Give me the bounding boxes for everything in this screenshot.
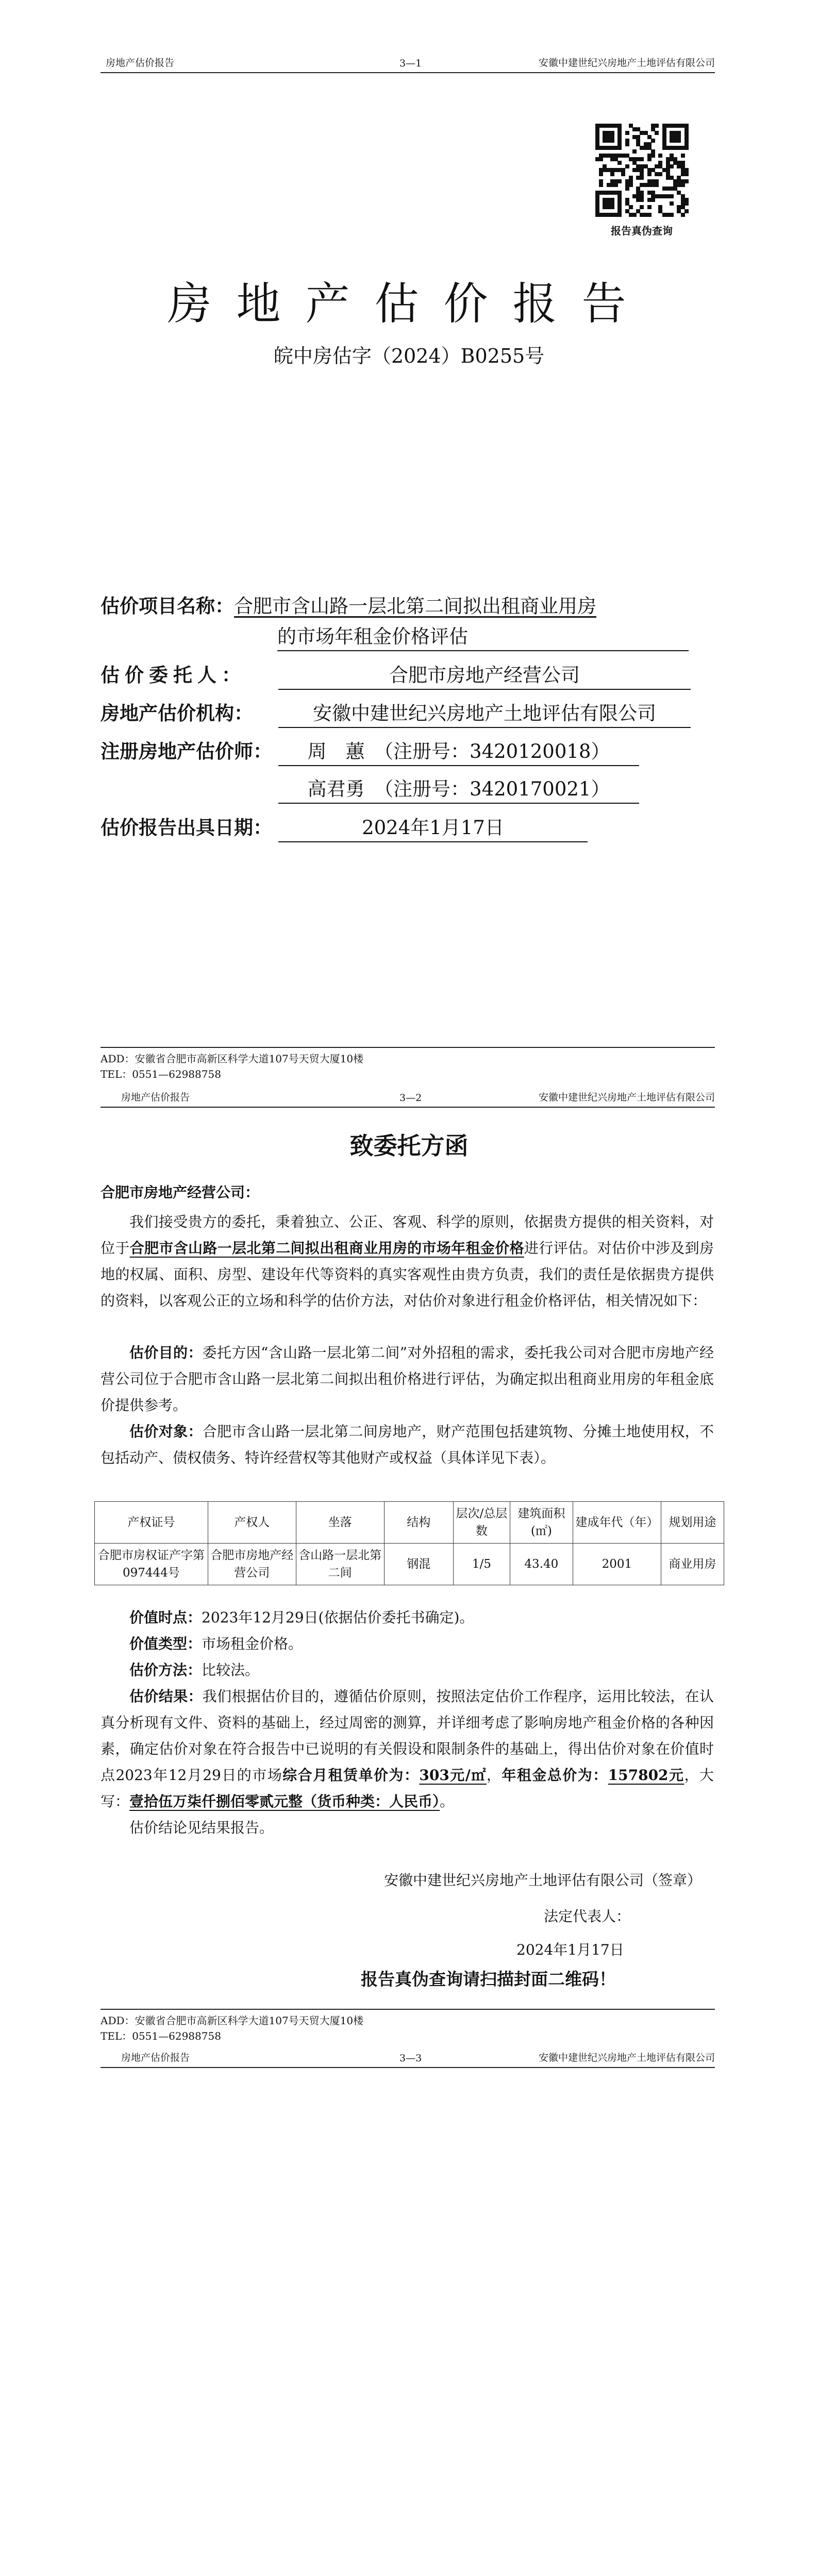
- header-right: 安徽中建世纪兴房地产土地评估有限公司: [538, 2052, 715, 2063]
- appraiser-label: 注册房地产估价师：: [101, 740, 272, 762]
- table-cell: 含山路一层北第二间: [296, 1544, 384, 1585]
- project-name-line1: 合肥市含山路一层北第二间拟出租商业用房: [234, 595, 596, 617]
- table-header-cell: 层次/总层数: [453, 1502, 510, 1544]
- report-title: 房地产估价报告: [167, 278, 651, 330]
- amount-in-words: 壹拾伍万柒仟捌佰零贰元整（货币种类：人民币）: [129, 1793, 440, 1810]
- document-number: 皖中房估字（2024）B0255号: [273, 345, 545, 367]
- appraiser-row: [101, 738, 639, 766]
- footer-tel: TEL：0551—62988758: [101, 1068, 221, 1080]
- appraiser-row-2: [278, 776, 639, 804]
- agency-value: 安徽中建世纪兴房地产土地评估有限公司: [278, 700, 691, 728]
- letter-page: [0, 1084, 818, 2158]
- value-date-line: 价值时点：2023年12月29日(依据估价委托书确定)。: [129, 1609, 474, 1626]
- page-header: [101, 1084, 715, 1108]
- property-table: [94, 1501, 724, 1585]
- client-row: [101, 662, 691, 690]
- legal-representative: 法定代表人：: [544, 1908, 631, 1925]
- table-row: [95, 1544, 724, 1585]
- intro-paragraph: 我们接受贵方的委托，秉着独立、公正、客观、科学的原则，依据贵方提供的相关资料，对位于合肥市含山路一层北第二间拟出租商业用房的市场年租金价格进行评估。对估价中涉及到房地的权属、面积、房型、建设年代等资料的真实客观性由贵方负责，我们的责任是依据贵方提供的资料，以客观公正的立场和科学的估价方法，对估价对象进行租金价格评估，相关情况如下：: [101, 1213, 714, 1309]
- purpose-label: 估价目的：: [129, 1344, 203, 1361]
- blank-page: [0, 2044, 818, 2576]
- table-cell: 合肥市房地产经营公司: [208, 1544, 296, 1585]
- unit-price: 303元/㎡: [419, 1767, 487, 1784]
- client-label: 估价委托人：: [101, 664, 246, 686]
- table-cell: 1/5: [453, 1544, 510, 1585]
- table-header-cell: 建筑面积(㎡): [510, 1502, 573, 1544]
- header-page-number: 3—2: [399, 1092, 422, 1104]
- date-value: 2024年1月17日: [278, 815, 588, 842]
- method-line: 估价方法：比较法。: [129, 1662, 260, 1679]
- project-highlight: 合肥市含山路一层北第二间拟出租商业用房的市场年租金价格: [129, 1240, 524, 1257]
- client-value: 合肥市房地产经营公司: [278, 662, 691, 690]
- date-label: 估价报告出具日期：: [101, 816, 272, 839]
- header-page-number: 3—3: [399, 2053, 422, 2064]
- table-header-row: [95, 1502, 724, 1544]
- conclusion-line: 估价结论见结果报告。: [129, 1819, 274, 1836]
- table-cell: 43.40: [510, 1544, 573, 1585]
- project-name-row-2: [277, 623, 689, 651]
- appraiser-2: 高君勇 （注册号：3420170021）: [278, 776, 639, 804]
- authenticity-note: 报告真伪查询请扫描封面二维码！: [361, 1969, 616, 1989]
- date-row: [101, 814, 588, 842]
- project-name-label: 估价项目名称：: [101, 595, 234, 617]
- table-header-cell: 产权人: [208, 1502, 296, 1544]
- appraiser-1: 周 蕙 （注册号：3420120018）: [278, 738, 639, 766]
- agency-label: 房地产估价机构：: [101, 702, 253, 724]
- page-header: [101, 2044, 715, 2068]
- result-label: 估价结果：: [129, 1688, 203, 1705]
- table-header-cell: 建成年代（年）: [573, 1502, 661, 1544]
- table-header-cell: 规划用途: [661, 1502, 724, 1544]
- annual-total: 157802元: [608, 1767, 685, 1784]
- qr-caption: 报告真伪查询: [611, 225, 673, 237]
- table-cell: 钢混: [384, 1544, 453, 1585]
- header-left: 房地产估价报告: [106, 57, 175, 69]
- header-right: 安徽中建世纪兴房地产土地评估有限公司: [538, 57, 715, 69]
- table-cell: 商业用房: [661, 1544, 724, 1585]
- value-date-label: 价值时点：: [129, 1609, 202, 1626]
- purpose-paragraph: 估价目的：委托方因“含山路一层北第二间”对外招租的需求，委托我公司对合肥市房地产经营公司位于合肥市含山路一层北第二间拟出租价格进行评估，为确定拟出租商业用房的年租金底价提供参考。: [101, 1344, 714, 1414]
- value-type-label: 价值类型：: [129, 1635, 202, 1652]
- object-paragraph: 估价对象：合肥市含山路一层北第二间房地产，财产范围包括建筑物、分摊土地使用权，不包括动产、债权债务、特许经营权等其他财产或权益（具体详见下表）。: [101, 1423, 714, 1466]
- header-left: 房地产估价报告: [121, 1092, 190, 1103]
- qr-code[interactable]: [595, 124, 688, 216]
- method-label: 估价方法：: [129, 1662, 202, 1679]
- cover-page: [0, 0, 818, 1080]
- footer-tel: TEL：0551—62988758: [101, 2030, 221, 2042]
- table-cell: 合肥市房权证产字第097444号: [95, 1544, 208, 1585]
- page-header: [101, 48, 715, 73]
- footer-address: ADD：安徽省合肥市高新区科学大道107号天贸大厦10楼: [101, 2014, 364, 2027]
- table-cell: 2001: [573, 1544, 661, 1585]
- project-name-row: [101, 592, 596, 620]
- table-header-cell: 坐落: [296, 1502, 384, 1544]
- footer-address: ADD：安徽省合肥市高新区科学大道107号天贸大厦10楼: [101, 1053, 364, 1065]
- project-name-line2: 的市场年租金价格评估: [277, 623, 689, 651]
- letter-title: 致委托方函: [349, 1132, 469, 1160]
- value-type-line: 价值类型：市场租金价格。: [129, 1635, 303, 1652]
- signing-date: 2024年1月17日: [516, 1941, 624, 1958]
- header-left: 房地产估价报告: [121, 2052, 190, 2063]
- page-footer: [101, 1047, 715, 1082]
- addressee: 合肥市房地产经营公司：: [101, 1184, 260, 1201]
- object-label: 估价对象：: [129, 1423, 203, 1440]
- page-footer: [101, 2009, 715, 2044]
- table-header-cell: 结构: [384, 1502, 453, 1544]
- header-page-number: 3—1: [399, 58, 422, 69]
- signing-company: 安徽中建世纪兴房地产土地评估有限公司（签章）: [384, 1872, 702, 1889]
- agency-row: [101, 700, 691, 728]
- header-right: 安徽中建世纪兴房地产土地评估有限公司: [538, 1092, 715, 1103]
- result-paragraph: 估价结果：我们根据估价目的，遵循估价原则，按照法定估价工作程序，运用比较法，在认真分析现有文件、资料的基础上，经过周密的测算，并详细考虑了影响房地产租金价格的各种因素，确定估价对象在符合报告中已说明的有关假设和限制条件的基础上，得出估价对象在价值时点2023年12月29日的市场综合月租赁单价为：303元/㎡，年租金总价为：157802元，大写：壹拾伍万柒仟捌佰零贰元整（货币种类：人民币）。: [101, 1688, 714, 1810]
- table-header-cell: 产权证号: [95, 1502, 208, 1544]
